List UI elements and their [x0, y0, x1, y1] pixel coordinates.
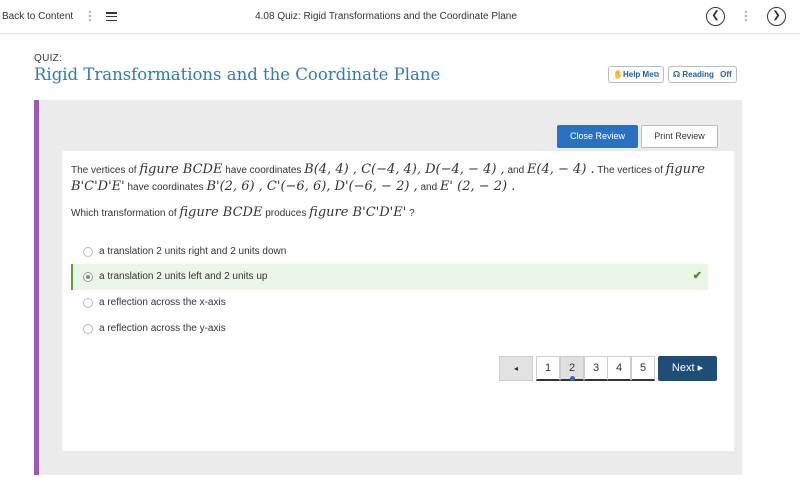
headphones-icon: ☊ [673, 70, 681, 79]
next-icon[interactable]: ❯ [767, 7, 786, 26]
page-button-2[interactable]: 2 [560, 356, 584, 381]
quiz-label: QUIZ: [34, 53, 63, 64]
page-title: Rigid Transformations and the Coordinate Plane [34, 65, 441, 84]
radio-button[interactable] [83, 324, 93, 334]
checkmark-icon: ✔ [692, 270, 702, 282]
page-button-1[interactable]: 1 [536, 356, 560, 381]
radio-button-selected[interactable] [83, 272, 93, 282]
page-button-4[interactable]: 4 [607, 356, 631, 381]
answer-option[interactable]: a translation 2 units right and 2 units down [71, 239, 708, 265]
page-button-5[interactable]: 5 [631, 356, 655, 381]
reading-toggle-button[interactable]: ☊ Reading Off [668, 66, 737, 83]
external-link-icon: ⧉ [653, 70, 660, 79]
vertical-dots-icon [744, 9, 748, 25]
answer-option[interactable]: a reflection across the x-axis [71, 290, 708, 316]
current-page-dot [570, 376, 575, 381]
question-text: The vertices of figure BCDE have coordinates B(4, 4) , C(−4, 4), D(−4, − 4) , and E(4, − 4) . The vertices of figure B'C'D'E' have coordinates B'(2, 6) , C'(−6, 6), D'(−6, − 2) , and E' (2, − 2) . [71, 162, 705, 194]
hand-icon: ✋ [613, 70, 623, 79]
answer-option-selected[interactable]: a translation 2 units left and 2 units up ✔ [71, 264, 708, 290]
print-review-button[interactable]: Print Review [641, 125, 718, 148]
top-bar [0, 0, 800, 34]
close-review-button[interactable]: Close Review [557, 125, 638, 148]
question-prompt: Which transformation of figure BCDE produces figure B'C'D'E' ? [71, 205, 415, 220]
page-button-3[interactable]: 3 [584, 356, 608, 381]
help-me-button[interactable]: ✋Help Me⧉ [608, 66, 664, 83]
next-button[interactable]: Next ▸ [658, 356, 717, 381]
radio-button[interactable] [83, 298, 93, 308]
back-to-content-link[interactable]: Back to Content [2, 11, 74, 22]
reading-state: Off [720, 70, 732, 79]
previous-icon[interactable]: ❮ [706, 7, 725, 26]
previous-page-button[interactable]: ◂ [499, 356, 533, 381]
lesson-title: 4.08 Quiz: Rigid Transformations and the Coordinate Plane [255, 11, 517, 22]
answer-option[interactable]: a reflection across the y-axis [71, 316, 708, 342]
radio-button[interactable] [83, 247, 93, 257]
